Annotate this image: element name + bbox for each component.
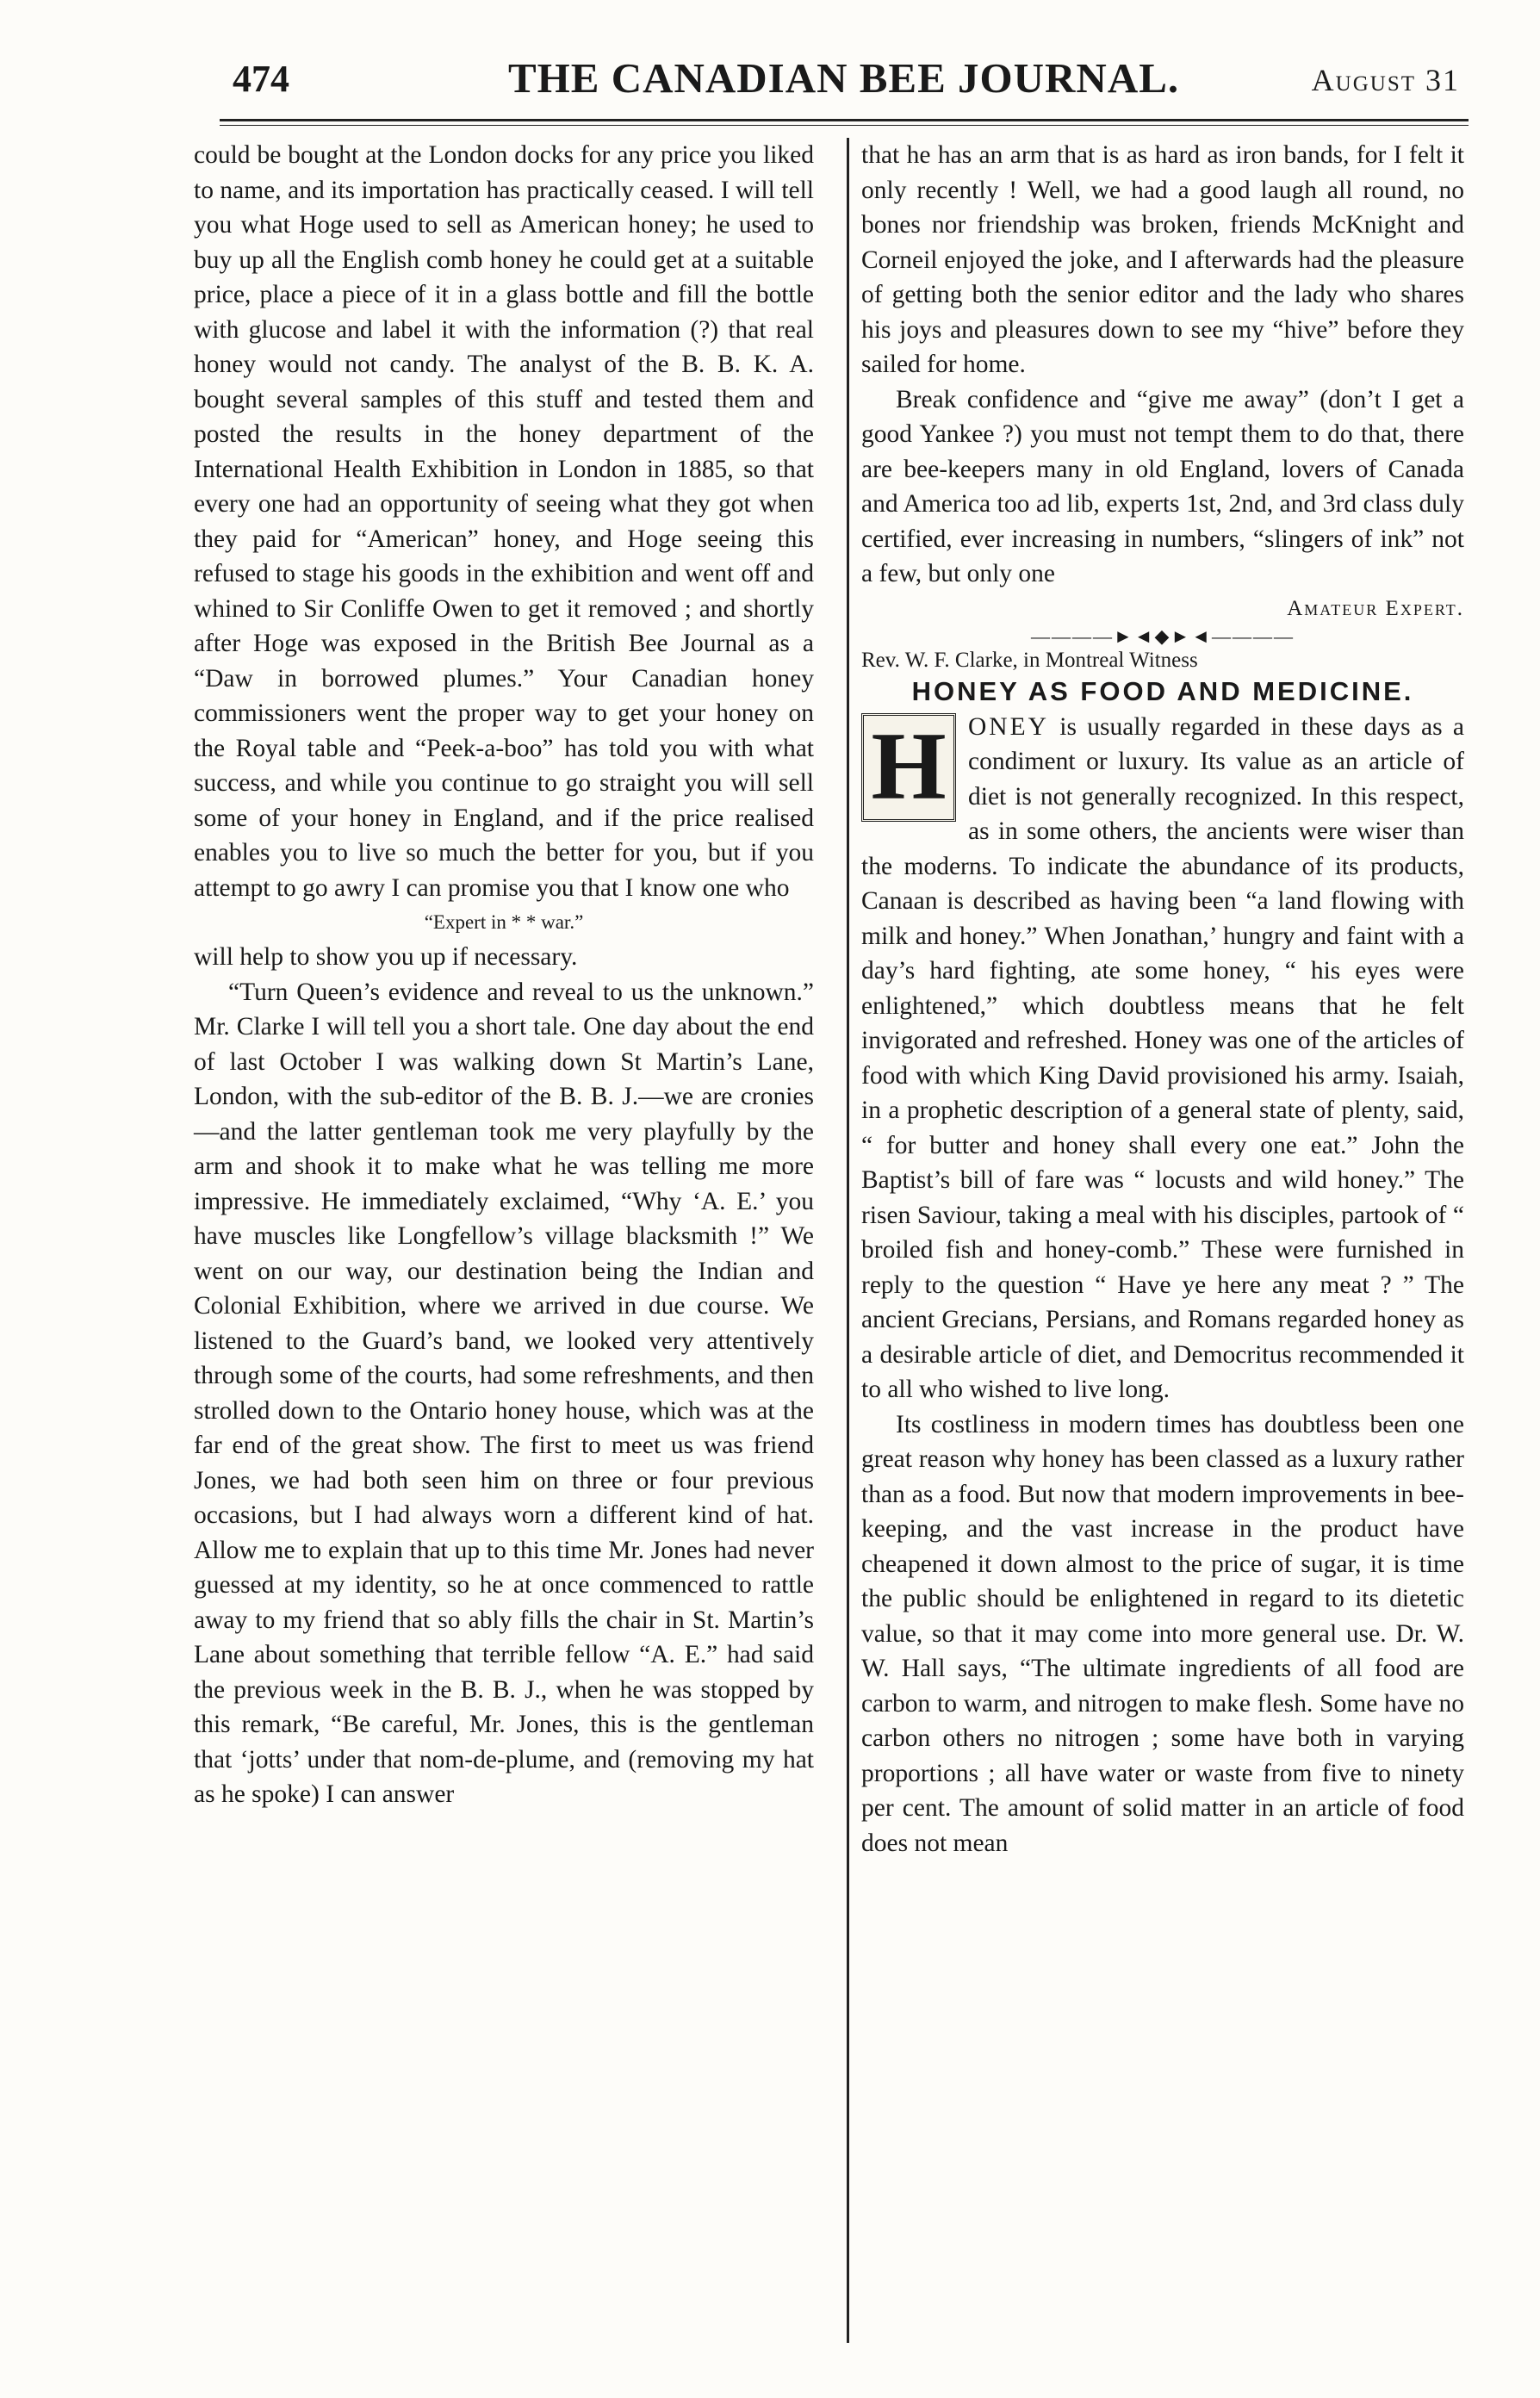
article-paragraph-1-text: is usually regarded in these days as a condiment or luxury. Its value as an article of diet is not generally recognized. In this respect, as in some others, the ancients were wiser than the moderns. To indicate the abundance of its products, Canaan is described as having been “a land flowing with milk and honey.” When Jonathan,’ hungry and faint with a day’s hard fighting, ate some honey, “ his eyes were enlightened,” which doubtless means that he felt invigorated and refreshed. Honey was one of the articles of food with which King David provisioned his army. Isaiah, in a prophetic description of a general state of plenty, said, “ for butter and honey shall every one eat.” John the Baptist’s bill of fare was “ locusts and wild honey.” The risen Saviour, taking a meal with his disciples, partook of “ broiled fish and honey-comb.” These were furnished in reply to the question “ Have ye here any meat ? ” The ancient Grecians, Persians, and Romans regarded honey as a desirable article of diet, and Democritus recommended it to all who wished to live long. — [861, 712, 1464, 1403]
article-heading: HONEY AS FOOD AND MEDICINE. — [911, 676, 1414, 706]
right-paragraph-2: Break confidence and “give me away” (don’t I get a good Yankee ?) you must not tempt them to do that, there are bee-keepers many in old England, lovers of Canada and America too ad lib, experts 1st, 2nd, and 3rd class duly certified, ever increasing in numbers, “slingers of ink” not a few, but only one — [861, 385, 1464, 587]
page-header — [233, 53, 1460, 105]
issue-date: August 31 — [1311, 63, 1460, 97]
drop-cap-initial: H — [861, 713, 956, 822]
right-column — [861, 138, 1464, 1861]
section-ornament: ————►◄◆►◄———— — [1030, 625, 1295, 647]
article-attribution: Rev. W. F. Clarke, in Montreal Witness — [861, 649, 1198, 672]
page-number: 474 — [233, 58, 289, 100]
journal-title: THE CANADIAN BEE JOURNAL. — [508, 54, 1180, 102]
left-paragraph-3: “Turn Queen’s evidence and reveal to us the unknown.” Mr. Clarke I will tell you a short tale. One day about the end of last October I was walking down St Martin’s Lane, London, with the sub-editor of the B. B. J.—we are cronies—and the latter gentleman took me very playfully by the arm and shook it to make what he was telling me more impressive. He immediately exclaimed, “Why ‘A. E.’ you have muscles like Longfellow’s village blacksmith !” We went on our way, our destination being the Indian and Colonial Exhibition, where we arrived in due course. We listened to the Guard’s band, we looked very attentively through some of the courts, had some refreshments, and then strolled down to the Ontario honey house, which was at the far end of the great show. The first to meet us was friend Jones, we had both seen him on three or four previous occasions, but I had always worn a different kind of hat. Allow me to explain that up to this time Mr. Jones had never guessed at my identity, so he at once commenced to rattle away to my friend that so ably fills the chair in St. Martin’s Lane about something that terrible fellow “A. E.” had said the previous week in the B. B. J., when he was stopped by this remark, “Be careful, Mr. Jones, this is the gentleman that ‘jotts’ under that nom-de-plume, and (removing my hat as he spoke) I can answer — [194, 978, 814, 1808]
header-rule-thin — [220, 125, 1469, 126]
expert-quote: “Expert in * * war.” — [424, 911, 584, 933]
left-paragraph-1: could be bought at the London docks for any price you liked to name, and its importation has practically ceased. I will tell you what Hoge used to sell as American honey; he used to buy up all the English comb honey he could get at a suitable price, place a piece of it in a glass bottle and fill the bottle with glucose and label it with the information (?) that real honey would not candy. The analyst of the B. B. K. A. bought several samples of this stuff and tested them and posted the results in the honey department of the International Health Exhibition in London in 1885, so that every one had an opportunity of seeing what they got when they paid for “American” honey, and Hoge seeing this refused to stage his goods in the exhibition and went off and whined to Sir Conliffe Owen to get it removed ; and shortly after Hoge was exposed in the British Bee Journal as a “Daw in borrowed plumes.” Your Canadian honey commissioners went the proper way to get your honey on the Royal table and “Peek-a-boo” has told you with what success, and while you continue to go straight you will sell some of your honey in England, and if the price realised enables you to live so much the better for you, but if you attempt to go awry I can promise you that I know one who — [194, 141, 814, 902]
article-paragraph-1 — [861, 710, 1464, 1407]
column-divider — [847, 138, 849, 2343]
lead-word: ONEY — [968, 712, 1049, 741]
header-rule — [220, 119, 1469, 121]
author-signature: Amateur Expert. — [1287, 596, 1464, 620]
right-paragraph-1: that he has an arm that is as hard as iron bands, for I felt it only recently ! Well, we had a good laugh all round, no bones nor friendship was broken, friends McKnight and Corneil enjoyed the joke, and I afterwards had the pleasure of getting both the senior editor and the lady who shares his joys and pleasures down to see my “hive” before they sailed for home. — [861, 141, 1464, 378]
article-paragraph-2: Its costliness in modern times has doubtless been one great reason why honey has been classed as a luxury rather than as a food. But now that modern improvements in bee-keeping, and the vast increase in the product have cheapened it down almost to the price of sugar, it is time the public should be enlightened in regard to its dietetic value, so that it may come into more general use. Dr. W. W. Hall says, “The ultimate ingredients of all food are carbon to warm, and nitrogen to make flesh. Some have no carbon others no nitrogen ; some have both in varying proportions ; all have water or waste from five to ninety per cent. The amount of solid matter in an article of food does not mean — [861, 1410, 1464, 1857]
left-paragraph-2: will help to show you up if necessary. — [194, 943, 578, 971]
left-column — [194, 138, 814, 1812]
